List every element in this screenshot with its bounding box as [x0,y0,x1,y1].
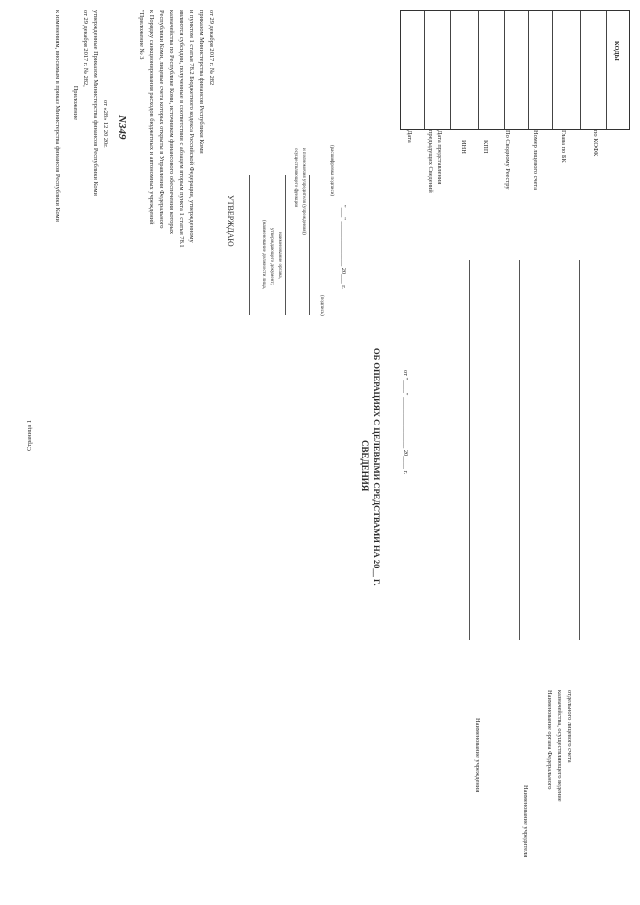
code-row-label-inn: ИНН [460,140,467,154]
appendix-line-3: казначейства по Республике Коми, источником финансового обеспечения которых [168,10,175,235]
field-treasury-1: Наименование органа Федерального [546,690,553,790]
approve-caption-1: (наименование должности лица, [261,220,266,290]
codes-row-divider [504,11,505,129]
codes-row-divider [580,11,581,129]
codes-header: КОДЫ [613,41,620,61]
codes-header-divider [606,11,607,129]
codes-table [400,10,630,130]
appendix-line-7: от 29 декабря 2017 г. № 282 [208,10,215,86]
code-row-label-prev: Дата представления предыдущих Сведений [426,130,443,193]
doc-title: СВЕДЕНИЯ [360,440,370,492]
page-label: Страница 1 [25,420,33,451]
appendix-line-5: и пунктом 1 статьи 78.2 Бюджетного кодекса Российской Федерации, утвержденному [188,10,195,243]
codes-row-divider [552,11,553,129]
code-row-label-reestr: По Сводному Реестру [504,130,511,190]
doc-date: от "____" ________________ 20____ г. [402,370,409,475]
header-lines [53,10,62,440]
codes-row-divider [528,11,529,129]
code-row-label-account: Номер лицевого счета [532,130,539,191]
approve-caption-2: утверждающего документ; [269,228,274,285]
code-row-label-bk: Глава по БК [560,130,567,163]
codes-row-divider [478,11,479,129]
header-line-3: утвержденные Приказом Министерства финансов Республики Коми [92,10,99,196]
codes-row-divider [424,11,425,129]
approve-caption-4: осуществляющего функции [293,148,298,208]
code-row-label-date: Дата [406,130,413,143]
appendix-line-1: к Порядку санкционирования расходов бюджетных и автономных учреждений [148,10,155,225]
field-founder-label: Наименование учредителя [522,785,529,858]
approve-date: "___" ______________ 20___ г. [340,205,347,289]
decode-caption: (расшифровка подписи) [329,145,334,197]
field-institution-line[interactable] [469,260,470,640]
header-appendix: Приложение [72,85,79,120]
header-line-2: от 29 декабря 2017 г. № 282, [82,10,89,87]
approve-caption-5: и полномочия учредителя (учреждения)) [301,148,306,235]
field-treasury-2: казначейства, осуществляющего ведение [556,690,563,802]
sign-caption: (подпись) [319,295,324,316]
field-treasury-line[interactable] [579,260,580,640]
field-treasury-3: отдельного лицевого счета [566,690,573,763]
header-date: от «28» 12 20 20г. [102,100,109,148]
approve-title: УТВЕРЖДАЮ [226,195,235,247]
doc-subtitle: ОБ ОПЕРАЦИЯХ С ЦЕЛЕВЫМИ СРЕДСТВАМИ НА 20__ Г. [372,348,382,586]
approve-line-1 [249,175,250,315]
approve-caption-3: наименование органа, [277,232,282,279]
codes-row-divider [450,11,451,129]
header-block [71,10,80,120]
appendix3: "Приложение № 3 [138,10,145,60]
approve-line-3 [309,175,310,315]
field-founder-line[interactable] [519,260,520,640]
approve-line-2 [285,175,286,315]
code-row-label-kofk: по КОФК [592,130,599,157]
appendix-line-2: Республики Коми, лицевые счета которых открыты в Управлении Федерального [158,10,165,229]
field-institution-label: Наименование учреждения [474,718,481,793]
appendix-line-6: приказом Министерства финансов Республики Коми [198,10,205,154]
header-number: N349 [116,115,128,140]
header-line-1: к изменениям, вносимым в приказ Министерства финансов Республики Коми [54,10,61,222]
appendix-line-4: являются субсидии, полученные в соответствии с абзацем вторым пункта 1 статьи 78.1 [178,10,185,248]
code-row-label-kpp: КПП [482,140,489,154]
